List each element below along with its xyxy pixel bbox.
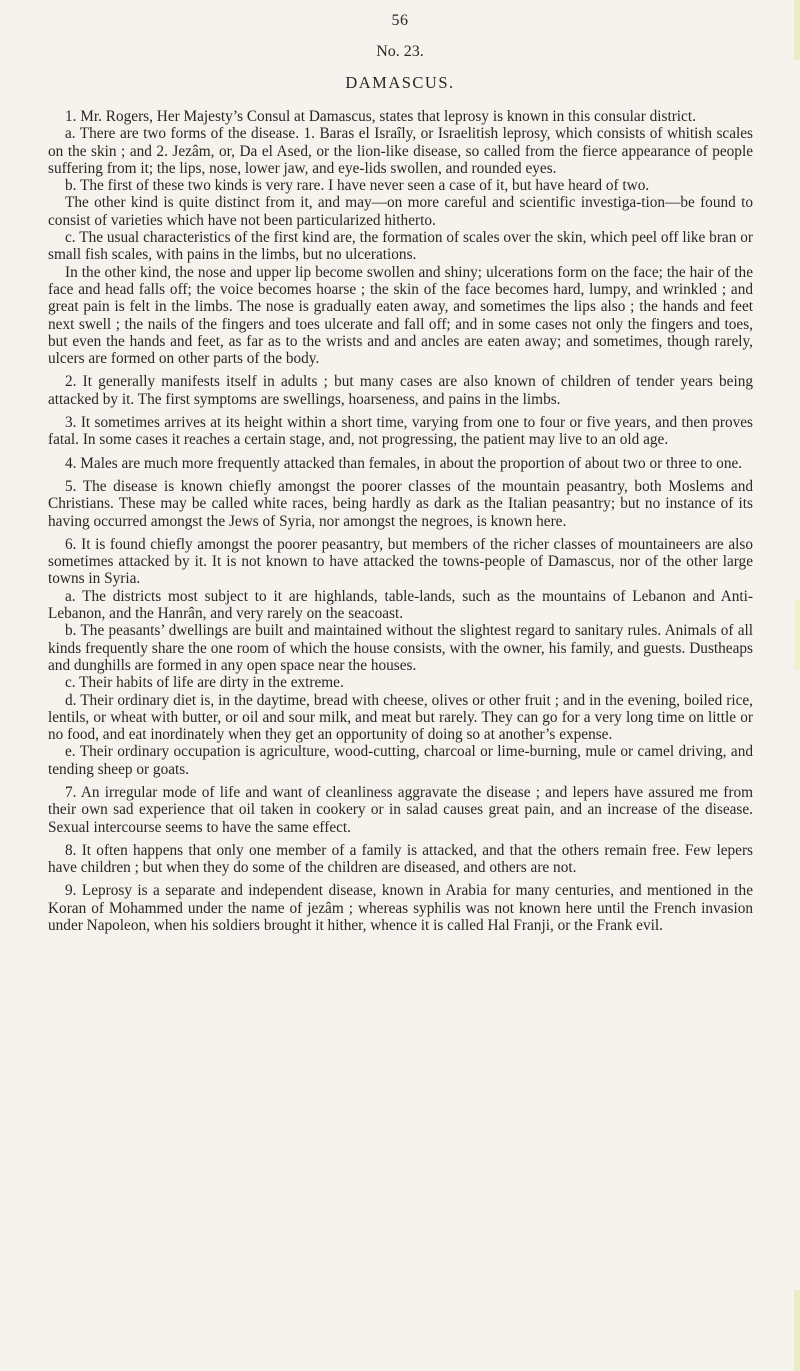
paragraph-9: 9. Leprosy is a separate and independent disease, known in Arabia for many centuries, and mentioned in the Koran of Mohammed under the name of jezâm ; whereas syphilis was not known here until the French invasion under Napoleon, when his soldiers brought it hither, whence it is called Hal Franji, or the Frank evil.: [48, 882, 753, 935]
paragraph-6b: b. The peasants’ dwellings are built and maintained without the slightest regard to sanitary rules. Animals of all kinds frequently share the one room of which the house consists, with the owner, his family, and guests. Dustheaps and dunghills are formed in any open space near the houses.: [48, 622, 753, 674]
paragraph-7: 7. An irregular mode of life and want of cleanliness aggravate the disease ; and lepers have assured me from their own sad experience that oil taken in cookery or in salad causes great pain, and an increase of the disease. Sexual intercourse seems to have the same effect.: [48, 783, 753, 836]
document-number: No. 23.: [376, 43, 424, 60]
page-edge-mark: [794, 600, 800, 670]
paragraph-1b-cont: The other kind is quite distinct from it, and may—on more careful and scientific investiga-tion—be found to consist of varieties which have not been particularized hitherto.: [48, 194, 753, 229]
paragraph-6: 6. It is found chiefly amongst the poorer peasantry, but members of the richer classes of mountaineers are also sometimes attacked by it. It is not known to have attacked the towns-people of Damascus, nor of the other large towns in Syria.: [48, 535, 753, 588]
paragraph-8: 8. It often happens that only one member of a family is attacked, and that the others remain free. Few lepers have children ; but when they do some of the children are diseased, and others are not.: [48, 841, 753, 877]
page-number: 56: [391, 12, 409, 29]
paragraph-6d: d. Their ordinary diet is, in the daytime, bread with cheese, olives or other fruit ; and in the evening, boiled rice, lentils, or wheat with butter, or oil and sour milk, and meat but rarely. They can go for a very long time on little or no food, and eat inordinately when they get an opportunity of doing so at another’s expense.: [48, 691, 753, 744]
paragraph-5: 5. The disease is known chiefly amongst the poorer classes of the mountain peasantry, both Moslems and Christians. These may be called white races, being hardly as dark as the Italian peasantry; but no instance of its having occurred amongst the Jews of Syria, nor amongst the negroes, is known here.: [48, 477, 753, 530]
paragraph-3: 3. It sometimes arrives at its height within a short time, varying from one to four or five years, and then proves fatal. In some cases it reaches a certain stage, and, not progressing, the patient may live to an old age.: [48, 414, 753, 449]
paragraph-2: 2. It generally manifests itself in adults ; but many cases are also known of children of tender years being attacked by it. The first symptoms are swellings, hoarseness, and pains in the limbs.: [48, 373, 753, 408]
page-edge-mark: [794, 1290, 800, 1371]
paragraph-1a: a. There are two forms of the disease. 1. Baras el Israîly, or Israelitish leprosy, which consists of whitish scales on the skin ; and 2. Jezâm, or, Da el Ased, or the lion-like disease, so called from the fierce appearance of people suffering from it; the lips, nose, lower jaw, and eye-lids swollen, and rounded eyes.: [48, 125, 753, 177]
paragraph-6a: a. The districts most subject to it are highlands, table-lands, such as the mountains of Lebanon and Anti-Lebanon, and the Hanrân, and very rarely on the seacoast.: [48, 587, 753, 623]
paragraph-1c: c. The usual characteristics of the first kind are, the formation of scales over the skin, which peel off like bran or small fish scales, with pains in the limbs, but no ulcerations.: [48, 229, 753, 264]
paragraph-1b: b. The first of these two kinds is very rare. I have never seen a case of it, but have heard of two.: [65, 177, 650, 195]
document-body: [48, 108, 753, 934]
paragraph-6e: e. Their ordinary occupation is agriculture, wood-cutting, charcoal or lime-burning, mule or camel driving, and tending sheep or goats.: [48, 743, 753, 778]
paragraph-6c: c. Their habits of life are dirty in the extreme.: [65, 674, 344, 692]
paragraph-4: 4. Males are much more frequently attacked than females, in about the proportion of about two or three to one.: [65, 454, 743, 472]
document-title: DAMASCUS.: [345, 73, 455, 92]
paragraph-1: 1. Mr. Rogers, Her Majesty’s Consul at Damascus, states that leprosy is known in this consular district.: [65, 108, 696, 125]
paragraph-1c-cont: In the other kind, the nose and upper lip become swollen and shiny; ulcerations form on the face; the hair of the face and head falls off; the voice becomes hoarse ; the skin of the face becomes hard, lumpy, and wrinkled ; and great pain is felt in the limbs. The nose is gradually eaten away, and sometimes the lips also ; the hands and feet next swell ; the nails of the fingers and toes ulcerate and fall off; and in some cases not only the fingers and toes, but even the hands and feet, as far as to the wrists and and ancles are eaten away; and sometimes, though rarely, ulcers are formed on other parts of the body.: [48, 263, 753, 368]
